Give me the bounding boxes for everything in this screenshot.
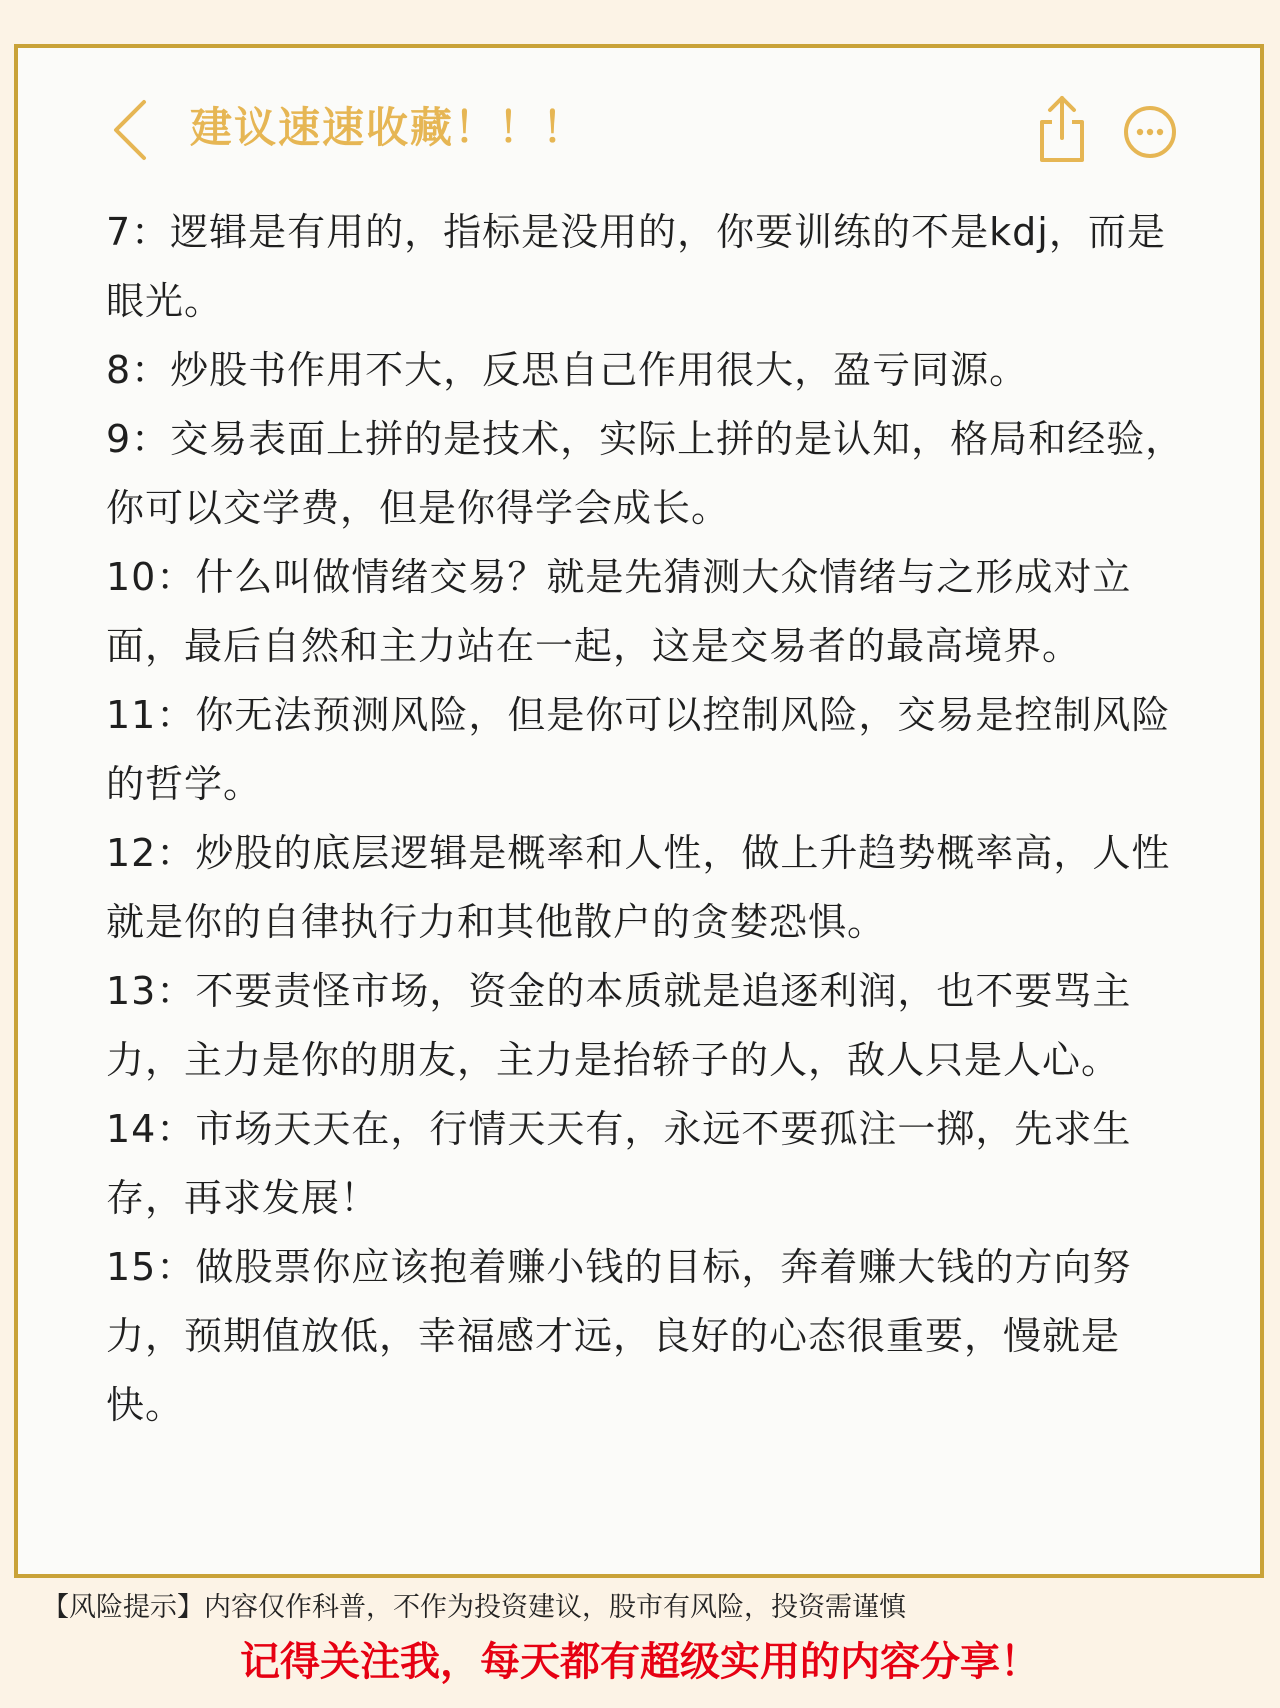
screenshot-frame <box>14 44 1264 1578</box>
list-item: 14：市场天天在，行情天天有，永远不要孤注一掷，先求生存，再求发展！ <box>106 1107 1132 1220</box>
page-title: 建议速速收藏！！！ <box>190 103 587 152</box>
share-icon[interactable] <box>1034 92 1090 164</box>
list-item: 8：炒股书作用不大，反思自己作用很大，盈亏同源。 <box>106 348 1029 392</box>
follow-callout: 记得关注我，每天都有超级实用的内容分享！ <box>240 1639 1040 1685</box>
chevron-left-icon[interactable] <box>110 98 150 162</box>
list-item: 15：做股票你应该抱着赚小钱的目标，奔着赚大钱的方向努力，预期值放低，幸福感才远，良好的心态很重要，慢就是快。 <box>106 1245 1132 1427</box>
risk-notice: 【风险提示】内容仅作科普，不作为投资建议，股市有风险，投资需谨慎 <box>42 1592 906 1623</box>
more-options-icon[interactable] <box>1122 104 1178 160</box>
list-item: 9：交易表面上拼的是技术，实际上拼的是认知，格局和经验，你可以交学费，但是你得学会成长。 <box>106 417 1185 530</box>
list-item: 10：什么叫做情绪交易？就是先猜测大众情绪与之形成对立面，最后自然和主力站在一起，这是交易者的最高境界。 <box>106 555 1132 668</box>
note-content <box>106 198 1186 1440</box>
list-item: 13：不要责怪市场，资金的本质就是追逐利润，也不要骂主力，主力是你的朋友，主力是抬轿子的人，敌人只是人心。 <box>106 969 1132 1082</box>
list-item: 7：逻辑是有用的，指标是没用的，你要训练的不是kdj，而是眼光。 <box>106 210 1166 323</box>
list-item: 11：你无法预测风险，但是你可以控制风险，交易是控制风险的哲学。 <box>106 693 1171 806</box>
list-item: 12：炒股的底层逻辑是概率和人性，做上升趋势概率高，人性就是你的自律执行力和其他散户的贪婪恐惧。 <box>106 831 1171 944</box>
note-header <box>18 48 1260 178</box>
